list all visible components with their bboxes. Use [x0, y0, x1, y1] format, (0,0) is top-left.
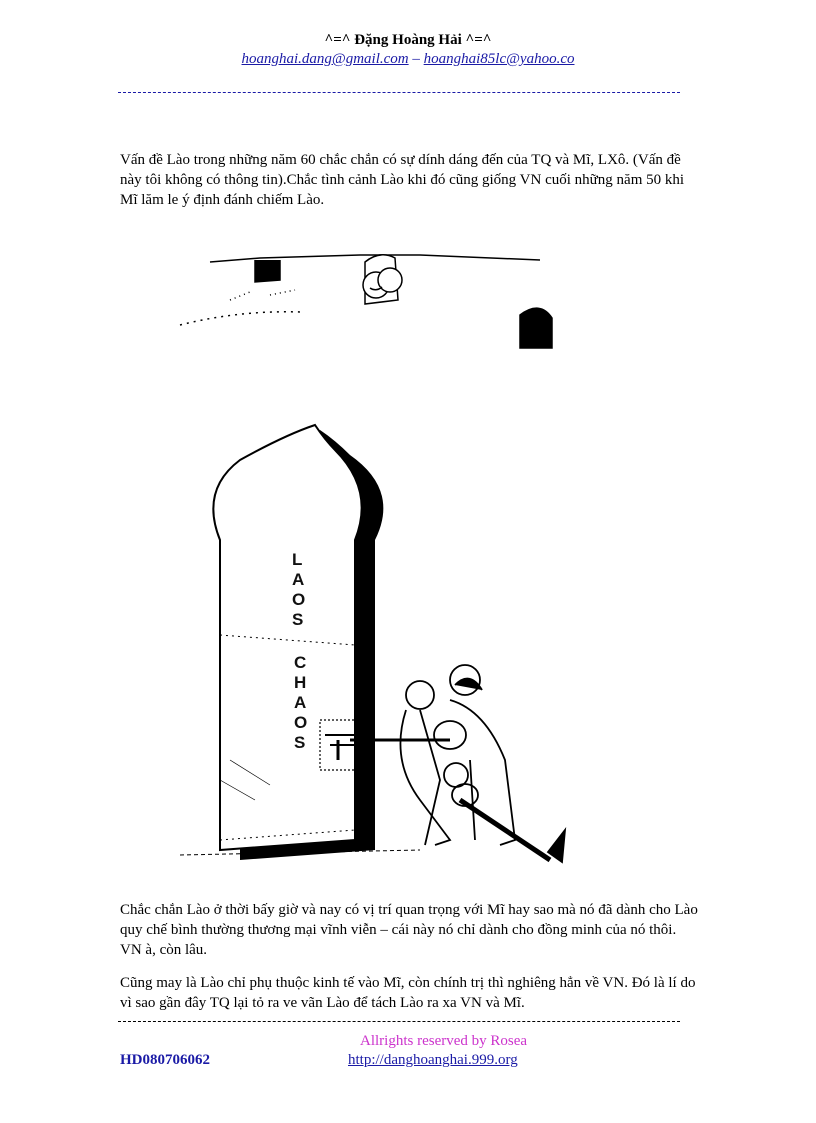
header-divider	[118, 92, 680, 93]
paragraph-trade-status: Chắc chắn Lào ở thời bấy giờ và nay có vị trí quan trọng với Mĩ hay sao mà nó đã dành cho Lào quy chế bình thường thương mại vĩnh viễn – cái này nó chỉ dành cho đồng minh của nó thôi. VN à, còn lâu.	[120, 902, 698, 958]
email-separator: –	[408, 51, 424, 67]
door-letter: A	[292, 570, 305, 589]
header-emails	[0, 51, 816, 68]
website-link[interactable]: http://danghoanghai.999.org	[348, 1052, 518, 1068]
email-link-yahoo[interactable]: hoanghai85lc@yahoo.co	[423, 51, 575, 67]
door-letter: O	[292, 590, 306, 609]
door-letter: A	[294, 693, 307, 712]
door-letter: S	[294, 733, 306, 752]
gate-door	[180, 425, 420, 860]
footer-divider	[118, 1021, 680, 1022]
email-link-gmail[interactable]: hoanghai.dang@gmail.com	[241, 51, 409, 67]
door-letter: H	[294, 673, 307, 692]
document-id: HD080706062	[120, 1052, 210, 1068]
door-letter: C	[294, 653, 307, 672]
paragraph-politics: Cũng may là Lào chỉ phụ thuộc kinh tế vào Mĩ, còn chính trị thì nghiêng hẳn về VN. Đó là lí do vì sao gần đây TQ lại tỏ ra ve vãn Lào để tách Lào ra xa VN và Mĩ.	[120, 975, 696, 1011]
header-title: ^=^ Đặng Hoàng Hải ^=^	[324, 32, 492, 48]
door-letter: S	[292, 610, 304, 629]
door-letter: O	[294, 713, 308, 732]
door-letter: L	[292, 550, 303, 569]
political-cartoon	[120, 240, 620, 880]
rights-notice: Allrights reserved by Rosea	[360, 1033, 528, 1049]
paragraph-intro: Vấn đề Lào trong những năm 60 chắc chắn có sự dính dáng đến của TQ và Mĩ, LXô. (Vấn đề này tôi không có thông tin).Chắc tình cảnh Lào khi đó cũng giống VN cuối những năm 50 khi Mĩ lăm le ý định đánh chiếm Lào.	[120, 152, 685, 208]
castle-wall	[180, 255, 552, 348]
